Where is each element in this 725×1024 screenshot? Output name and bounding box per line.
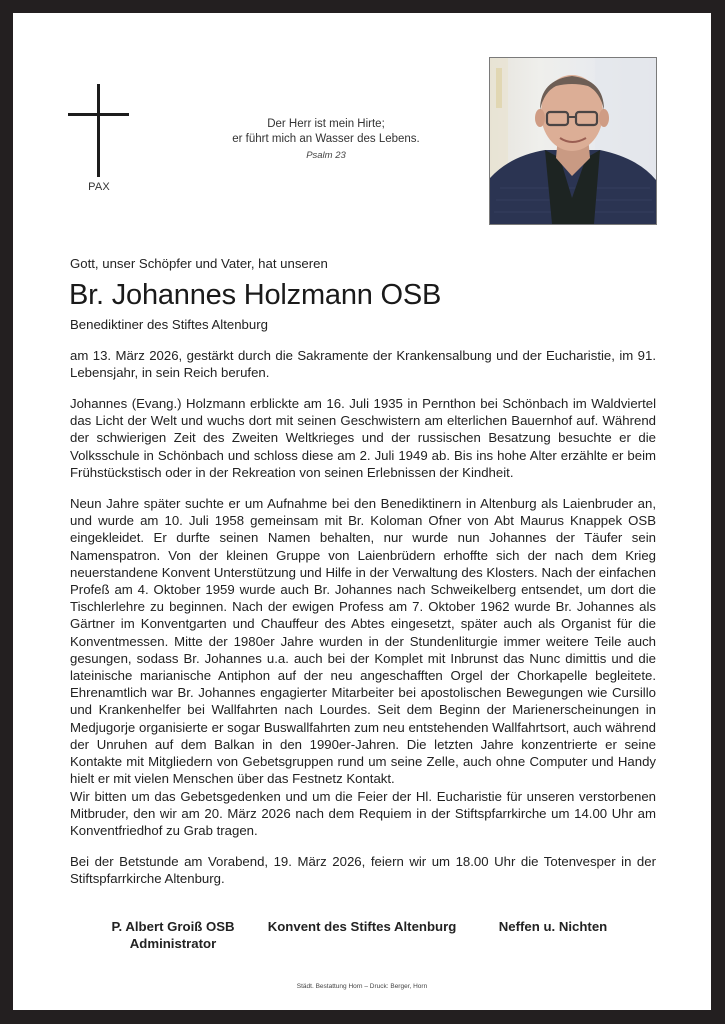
deceased-name: Br. Johannes Holzmann OSB	[69, 279, 442, 311]
psalm-quote	[189, 117, 463, 161]
psalm-line-2: er führt mich an Wasser des Lebens.	[232, 133, 420, 145]
signature-administrator	[98, 918, 248, 952]
cross-horizontal-bar	[68, 113, 129, 116]
psalm-reference: Psalm 23	[306, 150, 346, 161]
printer-credit: Städt. Bestattung Horn – Druck: Berger, Horn	[296, 983, 428, 990]
signature-name: Konvent des Stiftes Altenburg	[267, 919, 457, 934]
cross-vertical-bar	[97, 84, 100, 177]
signature-name: P. Albert Groiß OSB	[111, 919, 235, 934]
pax-label: PAX	[88, 181, 110, 193]
deceased-subtitle: Benediktiner des Stiftes Altenburg	[70, 317, 268, 332]
paragraph-childhood: Johannes (Evang.) Holzmann erblickte am 16. Juli 1935 in Pernthon bei Schönbach im Waldviertel das Licht der Welt und wuchs dort mit seinen Geschwistern am elterlichen Bauernhof auf. Während der schwierigen Zeit des Zweiten Weltkrieges und der russischen Besatzung besuchte er die Volksschule in Schönbach und schloss diese am 2. Juli 1949 ab. Bis ins hohe Alter erzählte er beim Frühstückstisch oder in der Rekreation von seinen Erlebnissen der Kindheit.	[70, 396, 656, 480]
paragraph-vigil: Bei der Betstunde am Vorabend, 19. März 2026, feiern wir um 18.00 Uhr die Totenvesper in der Stiftspfarrkirche Altenburg.	[70, 854, 656, 887]
signature-role: Administrator	[129, 936, 217, 951]
signature-family	[483, 918, 623, 935]
portrait-photo	[489, 57, 657, 225]
psalm-line-1: Der Herr ist mein Hirte;	[267, 118, 385, 130]
obituary-card	[13, 13, 711, 1010]
signature-convent	[257, 918, 467, 935]
intro-line: Gott, unser Schöpfer und Vater, hat unseren	[70, 256, 328, 271]
signature-name: Neffen u. Nichten	[498, 919, 608, 934]
portrait-illustration	[490, 58, 656, 224]
paragraph-funeral: Wir bitten um das Gebetsgedenken und um die Feier der Hl. Eucharistie für unseren verstorbenen Mitbruder, den wir am 20. März 2026 nach dem Requiem in der Stiftspfarrkirche um 14.00 Uhr am Konventfriedhof zu Grab tragen.	[70, 789, 656, 839]
paragraph-death-notice: am 13. März 2026, gestärkt durch die Sakramente der Krankensalbung und der Eucharistie, im 91. Lebensjahr, in sein Reich berufen.	[70, 348, 656, 381]
paragraph-monastic-life: Neun Jahre später suchte er um Aufnahme bei den Benediktinern in Altenburg als Laienbruder an, und wurde am 10. Juli 1958 gemeinsam mit Br. Koloman Ofner von Abt Maurus Knappek OSB eingekleidet. Er durfte seinen Namen behalten, nur wurde nun Johannes der Täufer sein Namenspatron. Von der kleinen Gruppe von Laienbrüdern erhoffte sich der nach dem Krieg neuerstandene Konvent Unterstützung und Hilfe in der Verwaltung des Klosters. Nach der einfachen Profeß am 4. Oktober 1959 wurde auch Br. Johannes nach Schweikelberg entsendet, um dort die Tischlerlehre zu beginnen. Nach der ewigen Profess am 7. Oktober 1962 wurde Br. Johannes als Gärtner im Konventgarten und Chauffeur des Abtes eingesetzt, später auch als Organist für die Konventmessen. Mitte der 1980er Jahre wurden in der Stundenliturgie immer weitere Teile auch gesungen, sodass Br. Johannes u.a. auch bei der Komplet mit Inbrunst das Nunc dimittis und die lateinische marianische Antiphon auf der neu angeschafften Orgel der Chorkapelle begleitete. Ehrenamtlich war Br. Johannes engagierter Mitarbeiter bei apostolischen Bewegungen wie Cursillo und Krankenhelfer bei Wallfahrten nach Lourdes. Seit dem Beginn der Marienerscheinungen in Medjugorje organisierte er sogar Buswallfahrten zum neu entstehenden Wallfahrtsort, auch während der Unruhen auf dem Balkan in den 1990er-Jahren. Die letzten Jahre konzentrierte er seine Kontakte mit Mitgliedern von Gebetsgruppen rund um seine Zelle, auch ohne Computer und Handy hielt er mit vielen Menschen über das Festnetz Kontakt.	[70, 496, 656, 787]
